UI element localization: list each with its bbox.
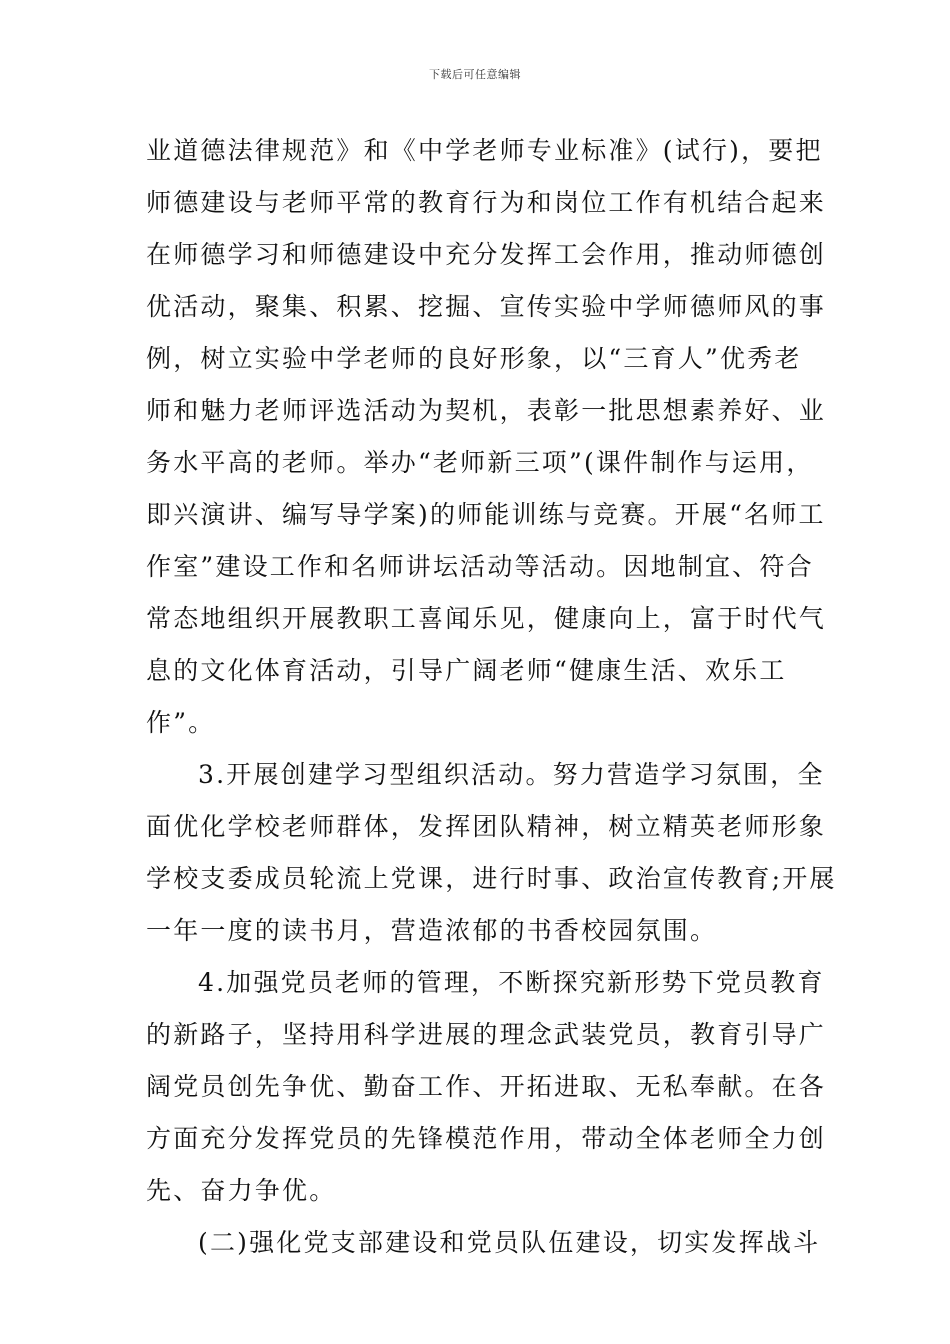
paragraph-start-line: 4.加强党员老师的管理，不断探究新形势下党员教育 [198,968,825,997]
text-line: 作室”建设工作和名师讲坛活动等活动。因地制宜、符合 [146,552,814,581]
text-line: 作”。 [146,708,216,737]
text-line: 一年一度的读书月，营造浓郁的书香校园氛围。 [146,916,718,945]
body-text [146,125,837,1269]
text-line: 常态地组织开展教职工喜闻乐见，健康向上，富于时代气 [146,604,827,633]
page-header: 下载后可任意编辑 [429,68,521,81]
text-line: 阔党员创先争优、勤奋工作、开拓进取、无私奉献。在各 [146,1072,827,1101]
text-line: 学校支委成员轮流上党课，进行时事、政治宣传教育;开展 [146,864,837,893]
text-line: 例，树立实验中学老师的良好形象，以“三育人”优秀老 [146,344,802,373]
text-line: 息的文化体育活动，引导广阔老师“健康生活、欢乐工 [146,656,787,685]
text-line: 师和魅力老师评选活动为契机，表彰一批思想素养好、业 [146,396,827,425]
text-line: 的新路子，坚持用科学进展的理念武装党员，教育引导广 [146,1020,827,1049]
paragraph-start-line: (二)强化党支部建设和党员队伍建设，切实发挥战斗 [198,1228,821,1257]
text-line: 在师德学习和师德建设中充分发挥工会作用，推动师德创 [146,240,827,269]
text-line: 即兴演讲、编写导学案)的师能训练与竞赛。开展“名师工 [146,500,826,529]
text-line: 优活动，聚集、积累、挖掘、宣传实验中学师德师风的事 [146,292,827,321]
text-line: 面优化学校老师群体，发挥团队精神，树立精英老师形象 [146,812,827,841]
text-line: 先、奋力争优。 [146,1176,337,1205]
text-line: 业道德法律规范》和《中学老师专业标准》(试行)，要把 [146,136,823,165]
text-line: 师德建设与老师平常的教育行为和岗位工作有机结合起来 [146,188,827,217]
text-line: 方面充分发挥党员的先锋模范作用，带动全体老师全力创 [146,1124,827,1153]
paragraph-start-line: 3.开展创建学习型组织活动。努力营造学习氛围，全 [198,760,825,789]
text-line: 务水平高的老师。举办“老师新三项”(课件制作与运用， [146,448,814,477]
